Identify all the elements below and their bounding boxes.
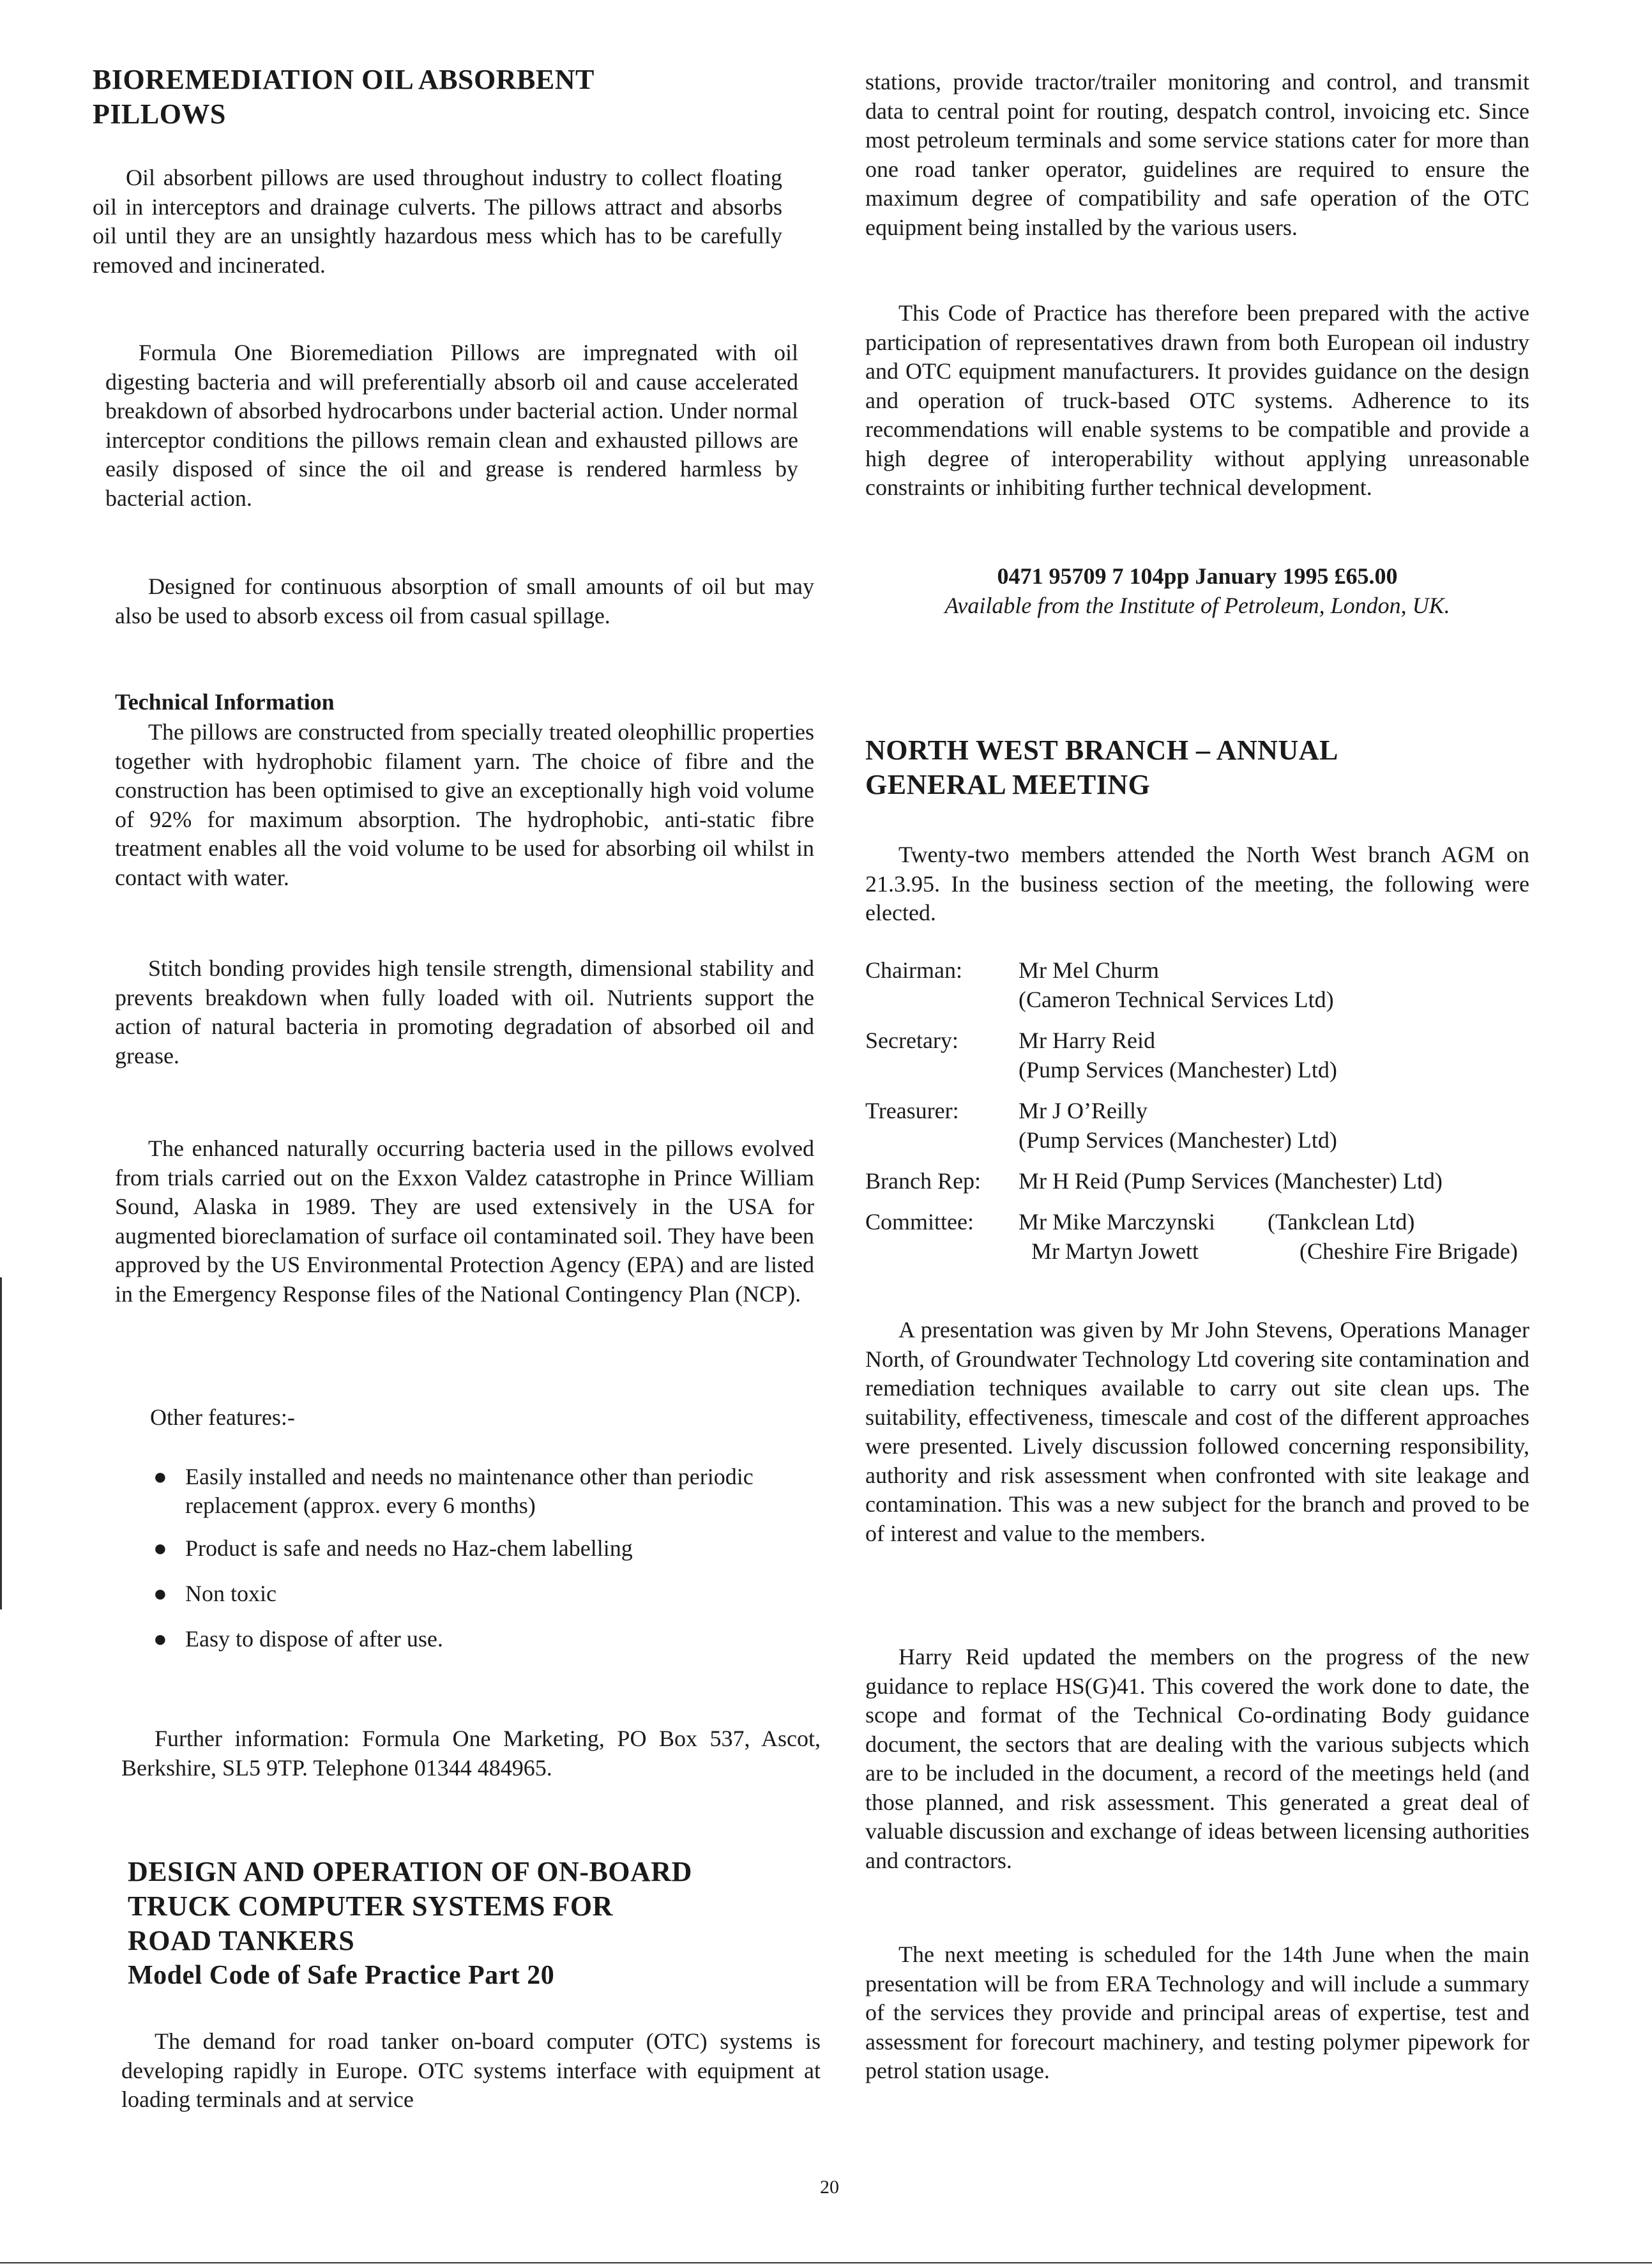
pillows-para-3: Designed for continuous absorption of small amounts of oil but may also be used to absorb excess oil from casual spillage. xyxy=(115,574,814,628)
feature-item: ● Easy to dispose of after use. xyxy=(93,1625,801,1654)
officer-branch-rep: Branch Rep: Mr H Reid (Pump Services (Manchester) Ltd) xyxy=(865,1168,1443,1194)
further-information: Further information: Formula One Marketing, PO Box 537, Ascot, Berkshire, SL5 9TP. Telephone 01344 484965. xyxy=(121,1726,821,1781)
features-list xyxy=(93,1463,801,1654)
bacteria-para: The enhanced naturally occurring bacteria used in the pillows evolved from trials carried out on the Exxon Valdez catastrophe in Prince William Sound, Alaska in 1989. They are used extensively in the USA for augmented bioreclamation of surface oil contaminated soil. They have been approved by the US Environmental Protection Agency (EPA) and are listed in the Emergency Response files of the National Contingency Plan (NCP). xyxy=(115,1136,814,1307)
publication-info: 0471 95709 7 104pp January 1995 £65.00 xyxy=(997,563,1398,589)
feature-item: ● Easily installed and needs no maintenance other than periodic replacement (approx. every 6 months) xyxy=(153,1464,754,1518)
technical-para: The pillows are constructed from specially treated oleophillic properties together with hydrophobic filament yarn. The choice of fibre and the construction has been optimised to give an exceptionally high void volume of 92% for maximum absorption. The hydrophobic, anti-static fibre treatment enables all the void volume to be used for absorbing oil whilst in contact with water. xyxy=(115,719,814,890)
availability: Available from the Institute of Petroleum, London, UK. xyxy=(944,593,1450,618)
agm-intro: Twenty-two members attended the North West branch AGM on 21.3.95. In the business section of the meeting, the following were elected. xyxy=(865,842,1529,925)
stitch-bonding-para: Stitch bonding provides high tensile strength, dimensional stability and prevents breakdown when fully loaded with oil. Nutrients support the action of natural bacteria in promoting degradation of absorbed oil and grease. xyxy=(115,955,814,1068)
pillows-para-1: Oil absorbent pillows are used throughout industry to collect floating oil in interceptors and drainage culverts. The pillows attract and absorbs oil until they are an unsightly hazardous mess which has to be carefully removed and incinerated. xyxy=(93,165,782,278)
officer-secretary: Secretary: Mr Harry Reid (Pump Services (Manchester) Ltd) xyxy=(865,1028,1337,1083)
agm-presentation-para: A presentation was given by Mr John Stevens, Operations Manager North, of Groundwater Technology Ltd covering site contamination and remediation techniques available to carry out site clean ups. The suitability, effectiveness, timescale and cost of the different approaches were presented. Lively discussion followed concerning responsibility, authority and risk assessment when confronted with site leakage and contamination. This was a new subject for the branch and proved to be of interest and value to the members. xyxy=(865,1317,1529,1546)
feature-item: ● Non toxic xyxy=(93,1579,801,1608)
officers-list xyxy=(865,955,1529,1266)
truck-para-cont: stations, provide tractor/trailer monitoring and control, and transmit data to central point for routing, despatch control, invoicing etc. Since most petroleum terminals and some service stations cater for more than one road tanker operator, guidelines are required to ensure the maximum degree of compatibility and safe operation of the OTC equipment being installed by the various users. xyxy=(865,69,1529,240)
bullet-icon: ● xyxy=(153,1535,167,1561)
technical-information-heading: Technical Information xyxy=(115,689,335,715)
truck-subheading: Model Code of Safe Practice Part 20 xyxy=(128,1961,555,1990)
bullet-icon: ● xyxy=(153,1626,167,1652)
officer-committee: Committee: Mr Mike Marczynski (Tankclean Ltd) Mr Martyn Jowett (Cheshire Fire Brigade) xyxy=(865,1209,1518,1264)
truck-para-1: The demand for road tanker on-board computer (OTC) systems is developing rapidly in Europe. OTC systems interface with equipment at loading terminals and at service xyxy=(121,2028,821,2112)
truck-heading: DESIGN AND OPERATION OF ON-BOARD TRUCK COMPUTER SYSTEMS FOR ROAD TANKERS Model Code of Safe Practice Part 20 xyxy=(128,1855,692,1993)
agm-next-meeting-para: The next meeting is scheduled for the 14th June when the main presentation will be from ERA Technology and will include a summary of the services they provide and principal areas of expertise, test and assessment for forecourt machinery, and testing polymer pipework for petrol station usage. xyxy=(865,1942,1529,2083)
bottom-edge-line xyxy=(0,2262,1652,2263)
feature-item: ● Product is safe and needs no Haz-chem labelling xyxy=(93,1534,801,1563)
pillows-heading: BIOREMEDIATION OIL ABSORBENT PILLOWS xyxy=(93,64,595,130)
pillows-para-2: Formula One Bioremediation Pillows are impregnated with oil digesting bacteria and will preferentially absorb oil and cause accelerated breakdown of absorbed hydrocarbons under bacterial action. Under normal interceptor conditions the pillows remain clean and exhausted pillows are easily disposed of since the oil and grease is rendered harmless by bacterial action. xyxy=(105,340,798,511)
agm-harry-reid-para: Harry Reid updated the members on the progress of the new guidance to replace HS(G)41. This covered the work done to date, the scope and format of the Technical Co-ordinating Body guidance document, the sectors that are dealing with the various subjects which are to be included in the document, a record of the meetings held (and those planned, and risk assessment. This generated a great deal of valuable discussion and exchange of ideas between licensing authorities and contractors. xyxy=(865,1644,1529,1873)
page-number: 20 xyxy=(820,2177,839,2198)
scan-edge-mark xyxy=(0,1277,2,1609)
agm-heading: NORTH WEST BRANCH – ANNUAL GENERAL MEETING xyxy=(865,734,1338,800)
bullet-icon: ● xyxy=(153,1464,167,1489)
truck-para-2: This Code of Practice has therefore been prepared with the active participation of representatives drawn from both European oil industry and OTC equipment manufacturers. It provides guidance on the design and operation of truck-based OTC systems. Adherence to its recommendations will enable systems to be compatible and provide a high degree of interoperability without applying unreasonable constraints or inhibiting further technical development. xyxy=(865,300,1529,500)
officer-chairman: Chairman: Mr Mel Churm (Cameron Technical Services Ltd) xyxy=(865,957,1334,1012)
officer-treasurer: Treasurer: Mr J O’Reilly (Pump Services (Manchester) Ltd) xyxy=(865,1098,1337,1153)
bullet-icon: ● xyxy=(153,1581,167,1606)
other-features-heading: Other features:- xyxy=(150,1404,295,1430)
